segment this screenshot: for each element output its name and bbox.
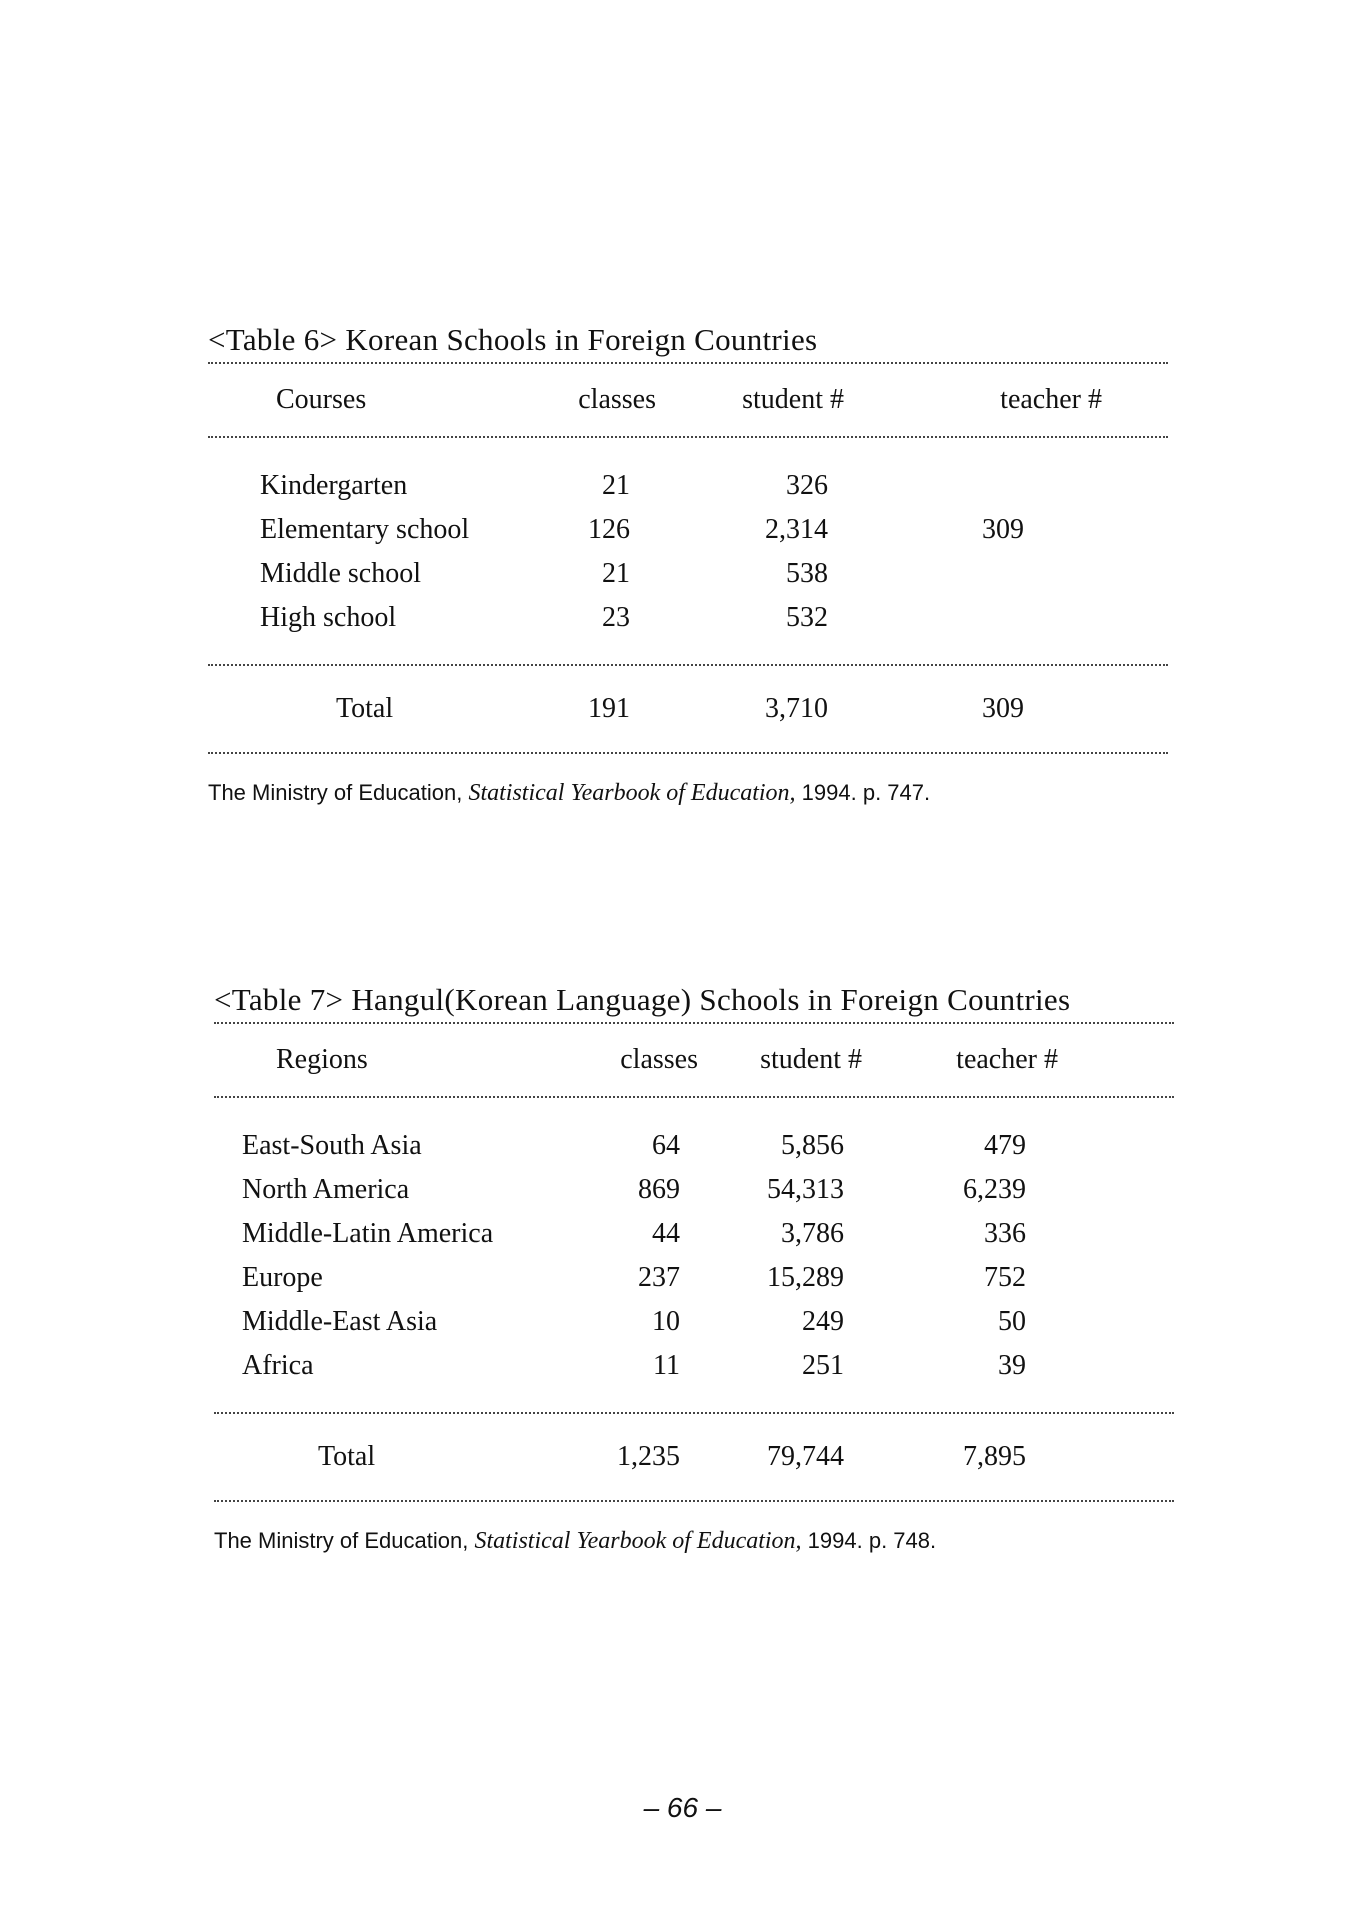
cell-teachers: 39 xyxy=(998,1350,1026,1381)
total-students: 79,744 xyxy=(767,1441,844,1472)
source-italic: Statistical Yearbook of Education, xyxy=(474,1528,802,1554)
table-row xyxy=(214,1300,1174,1344)
table-6-header-teachers: teacher # xyxy=(1000,384,1102,415)
cell-students: 5,856 xyxy=(781,1130,844,1161)
row-label: Middle-Latin America xyxy=(242,1218,494,1249)
table-6-total-row xyxy=(208,666,1168,752)
cell-classes: 11 xyxy=(653,1350,680,1381)
table-7-header-classes: classes xyxy=(620,1044,698,1075)
cell-classes: 869 xyxy=(638,1174,680,1205)
table-6-header-classes: classes xyxy=(578,384,656,415)
table-row xyxy=(214,1344,1174,1388)
table-6-body xyxy=(208,438,1168,664)
table-6-header-row xyxy=(208,364,1168,436)
total-teachers: 309 xyxy=(982,693,1024,724)
row-label: East-South Asia xyxy=(242,1130,422,1161)
table-6 xyxy=(208,318,1168,807)
cell-students: 326 xyxy=(786,470,828,501)
cell-students: 249 xyxy=(802,1306,844,1337)
cell-students: 538 xyxy=(786,558,828,589)
row-label: Elementary school xyxy=(260,514,470,545)
source-suffix: 1994. p. 748. xyxy=(801,1528,937,1553)
table-6-source xyxy=(208,780,1168,807)
table-row xyxy=(208,464,1168,508)
table-6-header-students: student # xyxy=(742,384,844,415)
row-label: Africa xyxy=(242,1350,314,1381)
table-7-header-regions: Regions xyxy=(276,1044,368,1075)
cell-students: 532 xyxy=(786,602,828,633)
total-label: Total xyxy=(336,693,394,724)
table-7-source xyxy=(214,1528,1174,1555)
table-7-header-row xyxy=(214,1024,1174,1096)
cell-teachers: 752 xyxy=(984,1262,1026,1293)
row-label: Middle school xyxy=(260,558,421,589)
cell-teachers: 309 xyxy=(982,514,1024,545)
cell-teachers: 50 xyxy=(998,1306,1026,1337)
source-suffix: 1994. p. 747. xyxy=(795,780,931,805)
row-label: High school xyxy=(260,602,397,633)
table-6-title: <Table 6> Korean Schools in Foreign Countries xyxy=(208,322,818,357)
total-teachers: 7,895 xyxy=(963,1441,1026,1472)
cell-classes: 237 xyxy=(638,1262,680,1293)
table-row xyxy=(208,596,1168,640)
cell-students: 3,786 xyxy=(781,1218,844,1249)
table-row xyxy=(208,508,1168,552)
cell-students: 251 xyxy=(802,1350,844,1381)
table-row xyxy=(214,1124,1174,1168)
source-prefix: The Ministry of Education, xyxy=(214,1528,475,1553)
cell-students: 2,314 xyxy=(765,514,828,545)
row-label: North America xyxy=(242,1174,410,1205)
table-row xyxy=(214,1256,1174,1300)
cell-classes: 64 xyxy=(652,1130,680,1161)
total-classes: 191 xyxy=(588,693,630,724)
cell-teachers: 336 xyxy=(984,1218,1026,1249)
table-7-header-students: student # xyxy=(760,1044,862,1075)
table-7 xyxy=(214,978,1174,1555)
table-6-header-courses: Courses xyxy=(276,384,367,415)
cell-classes: 126 xyxy=(588,514,630,545)
cell-classes: 44 xyxy=(652,1218,680,1249)
row-label: Middle-East Asia xyxy=(242,1306,438,1337)
table-row xyxy=(214,1212,1174,1256)
cell-classes: 23 xyxy=(602,602,630,633)
table-6-rule-bottom xyxy=(208,752,1168,754)
cell-students: 54,313 xyxy=(767,1174,844,1205)
table-row xyxy=(208,552,1168,596)
row-label: Europe xyxy=(242,1262,323,1293)
cell-teachers: 6,239 xyxy=(963,1174,1026,1205)
cell-teachers: 479 xyxy=(984,1130,1026,1161)
total-students: 3,710 xyxy=(765,693,828,724)
cell-classes: 21 xyxy=(602,558,630,589)
total-classes: 1,235 xyxy=(617,1441,680,1472)
table-row xyxy=(214,1168,1174,1212)
table-7-header-teachers: teacher # xyxy=(956,1044,1058,1075)
table-7-total-row xyxy=(214,1414,1174,1500)
cell-classes: 21 xyxy=(602,470,630,501)
table-7-title: <Table 7> Hangul(Korean Language) Schools in Foreign Countries xyxy=(214,982,1071,1017)
row-label: Kindergarten xyxy=(260,470,408,501)
source-italic: Statistical Yearbook of Education, xyxy=(468,780,796,806)
cell-students: 15,289 xyxy=(767,1262,844,1293)
table-7-rule-bottom xyxy=(214,1500,1174,1502)
page-number: – 66 – xyxy=(643,1792,722,1823)
source-prefix: The Ministry of Education, xyxy=(208,780,469,805)
cell-classes: 10 xyxy=(652,1306,680,1337)
table-7-body xyxy=(214,1098,1174,1412)
total-label: Total xyxy=(318,1441,376,1472)
